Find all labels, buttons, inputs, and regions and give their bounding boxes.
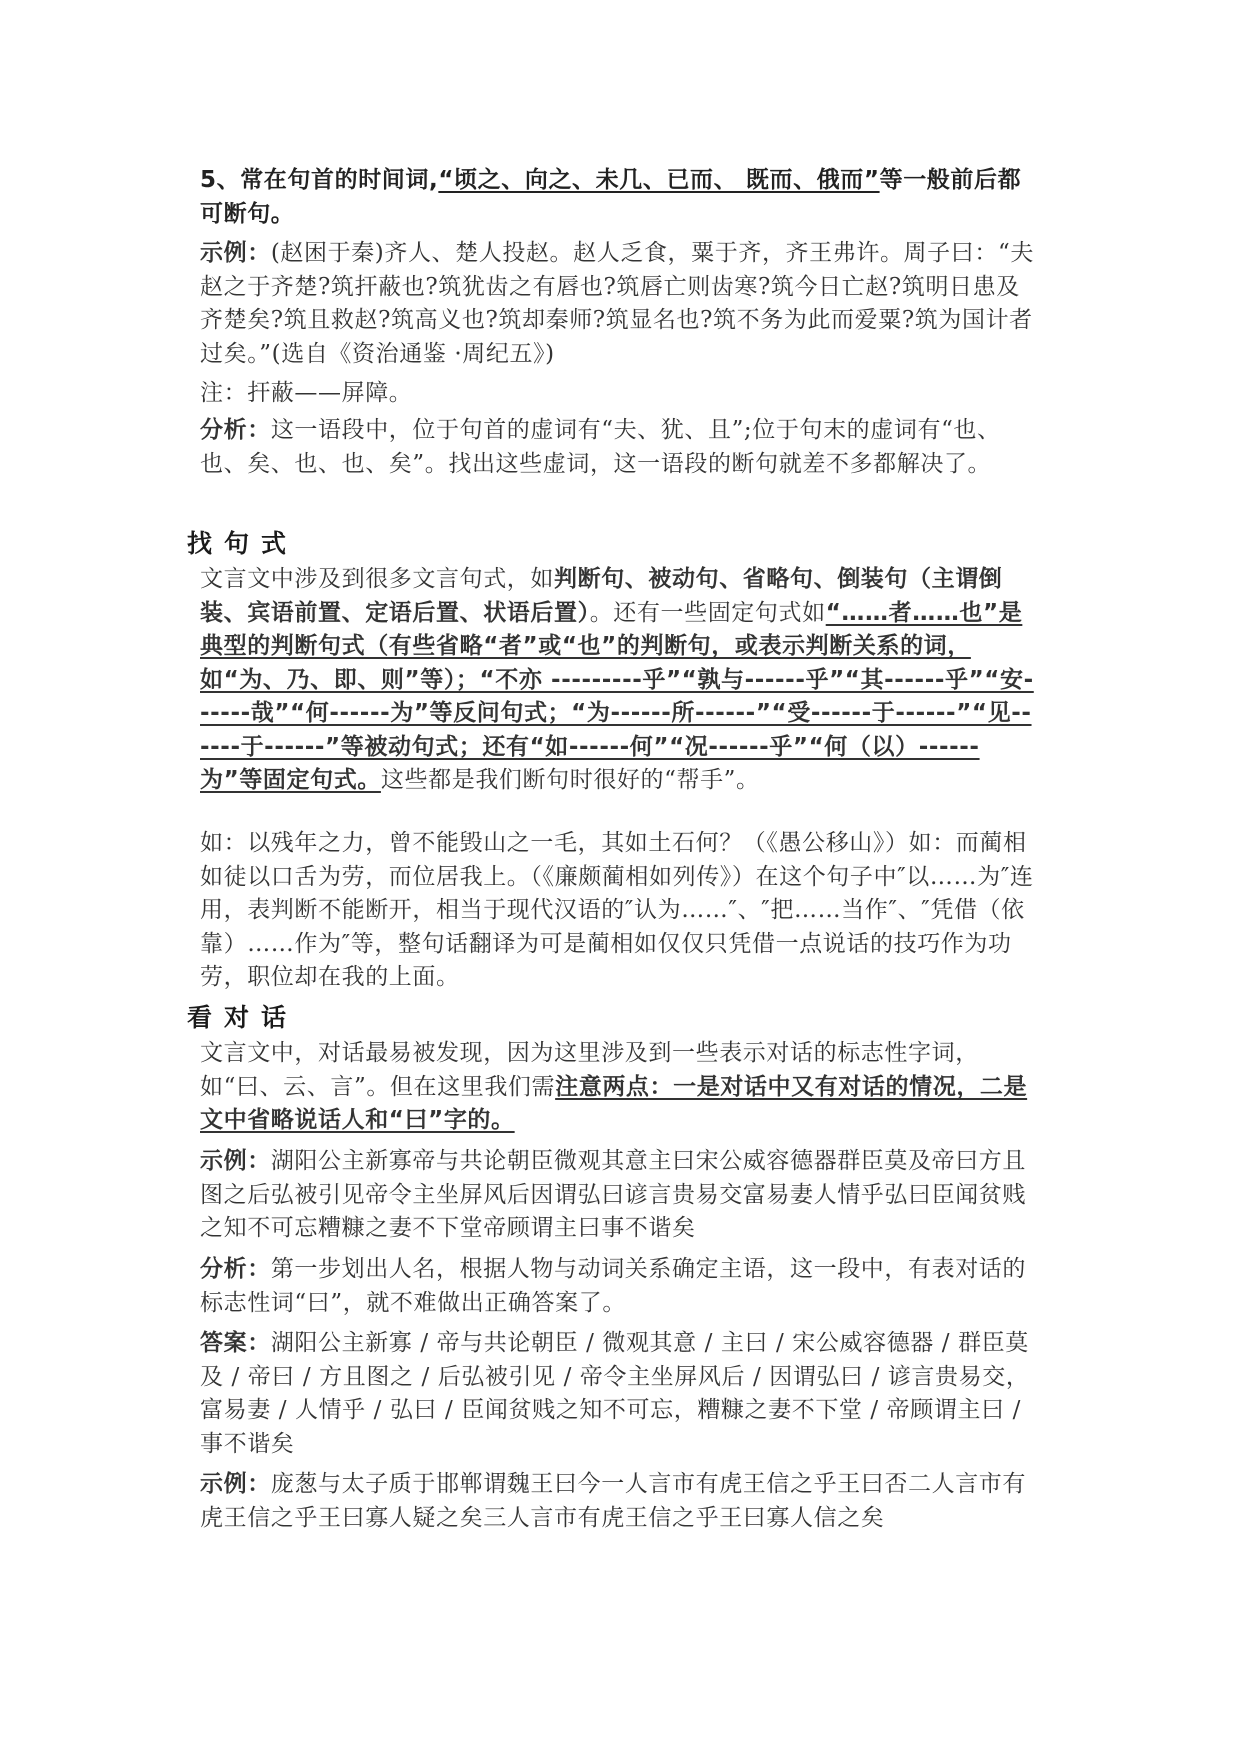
example-2-label: 示例： — [200, 1148, 271, 1174]
heading-look-at-dialogue: 看对话 — [187, 1003, 299, 1032]
note-1 — [200, 377, 1040, 411]
sentence-example-text: 如：以残年之力，曾不能毁山之一毛，其如土石何？（《愚公移山》）如：而蔺相如徒以口舌为劳，而位居我上。（《廉颇蔺相如列传》）在这个句子中″以……为″连用，表判断不能断开，相当于现代汉语的″认为……″、″把……当作″、″凭借（依靠）……作为″等，整句话翻译为可是蔺相如仅仅只凭借一点说话的技巧作为功劳，职位却在我的上面。 — [200, 830, 1034, 990]
example-3 — [200, 1468, 1040, 1535]
dialogue-intro: 文言文中，对话最易被发现，因为这里涉及到一些表示对话的标志性字词，如“曰、云、言”。但在这里我们需 — [200, 1040, 979, 1100]
example-2-text: 湖阳公主新寡帝与共论朝臣微观其意主曰宋公威容德器群臣莫及帝曰方且图之后弘被引见帝令主坐屏风后因谓弘曰谚言贵易交富易妻人情乎弘曰臣闻贫贱之知不可忘糟糠之妻不下堂帝顾谓主曰事不谐矣 — [200, 1148, 1027, 1241]
item-5 — [200, 164, 1040, 231]
answer — [200, 1327, 1040, 1461]
item-5-lead: 5、常在句首的时间词, — [200, 167, 439, 193]
example-3-label: 示例： — [200, 1471, 271, 1497]
analysis-2-text: 第一步划出人名，根据人物与动词关系确定主语，这一段中，有表对话的标志性词“曰”，就不难做出正确答案了。 — [200, 1256, 1027, 1316]
item-5-time-words: “顷之、向之、未几、已而、 既而、俄而” — [438, 167, 880, 193]
sentence-patterns-intro: 文言文中涉及到很多文言句式，如 — [200, 566, 554, 592]
analysis-2-label: 分析： — [200, 1256, 271, 1282]
fixed-patterns: “……者……也”是典型的判断句式（有些省略“者”或“也”的判断句，或表示判断关系的词，如“为、乃、即、则”等）；“不亦 ---------乎”“孰与------乎”“其------乎”“安------哉”“何------为”等反问句式；“为------所------”“受------于------”“见------于------”等被动句式；还有“如------何”“况------乎”“何（以）------为”等固定句式。 — [200, 599, 1034, 793]
answer-text: 湖阳公主新寡 / 帝与共论朝臣 / 微观其意 / 主曰 / 宋公威容德器 / 群臣莫及 / 帝曰 / 方且图之 / 后弘被引见 / 帝令主坐屏风后 / 因谓弘曰 / 谚言贵易交，富易妻 / 人情乎 / 弘曰 / 臣闻贫贱之知不可忘，糟糠之妻不下堂 / 帝顾谓主曰 / 事不谐矣 — [200, 1330, 1030, 1457]
example-2 — [200, 1145, 1040, 1246]
analysis-1-text: 这一语段中，位于句首的虚词有“夫、犹、且”;位于句末的虚词有“也、也、矣、也、也、矣”。找出这些虚词，这一语段的断句就差不多都解决了。 — [200, 417, 1001, 477]
note-1-text: 注：扞蔽——屏障。 — [200, 380, 413, 406]
sentence-example — [200, 827, 1040, 995]
dialogue-para — [200, 1037, 1040, 1138]
sentence-patterns-mid: 。还有一些固定句式如 — [589, 599, 826, 626]
sentence-patterns-para — [200, 563, 1040, 798]
example-1 — [200, 237, 1040, 371]
sentence-types: 判断句、被动句、省略句、倒装句（主谓倒装、宾语前置、定语后置、状语后置） — [200, 566, 1003, 626]
example-1-text: (赵困于秦)齐人、楚人投赵。赵人乏食，粟于齐，齐王弗许。周子曰：“夫赵之于齐楚?筑扞蔽也?筑犹齿之有唇也?筑唇亡则齿寒?筑今日亡赵?筑明日患及齐楚矣?筑且救赵?筑高义也?筑却秦师?筑显名也?筑不务为此而爱粟?筑为国计者过矣。”(选自《资治通鉴 ·周纪五》) — [200, 240, 1034, 367]
item-5-tail: 等一般前后都可断句。 — [200, 167, 1022, 227]
dialogue-two-points: 注意两点：一是对话中又有对话的情况，二是文中省略说话人和“曰”字的。 — [200, 1073, 1028, 1133]
analysis-1 — [200, 414, 1040, 481]
answer-label: 答案： — [200, 1330, 271, 1356]
example-1-label: 示例： — [200, 240, 271, 266]
analysis-2 — [200, 1253, 1040, 1320]
heading-find-sentence-patterns: 找句式 — [187, 529, 299, 558]
analysis-1-label: 分析： — [200, 417, 271, 443]
example-3-text: 庞葱与太子质于邯郸谓魏王曰今一人言市有虎王信之乎王曰否二人言市有虎王信之乎王曰寡人疑之矣三人言市有虎王信之乎王曰寡人信之矣 — [200, 1471, 1027, 1531]
sentence-patterns-end: 这些都是我们断句时很好的“帮手”。 — [380, 767, 760, 793]
